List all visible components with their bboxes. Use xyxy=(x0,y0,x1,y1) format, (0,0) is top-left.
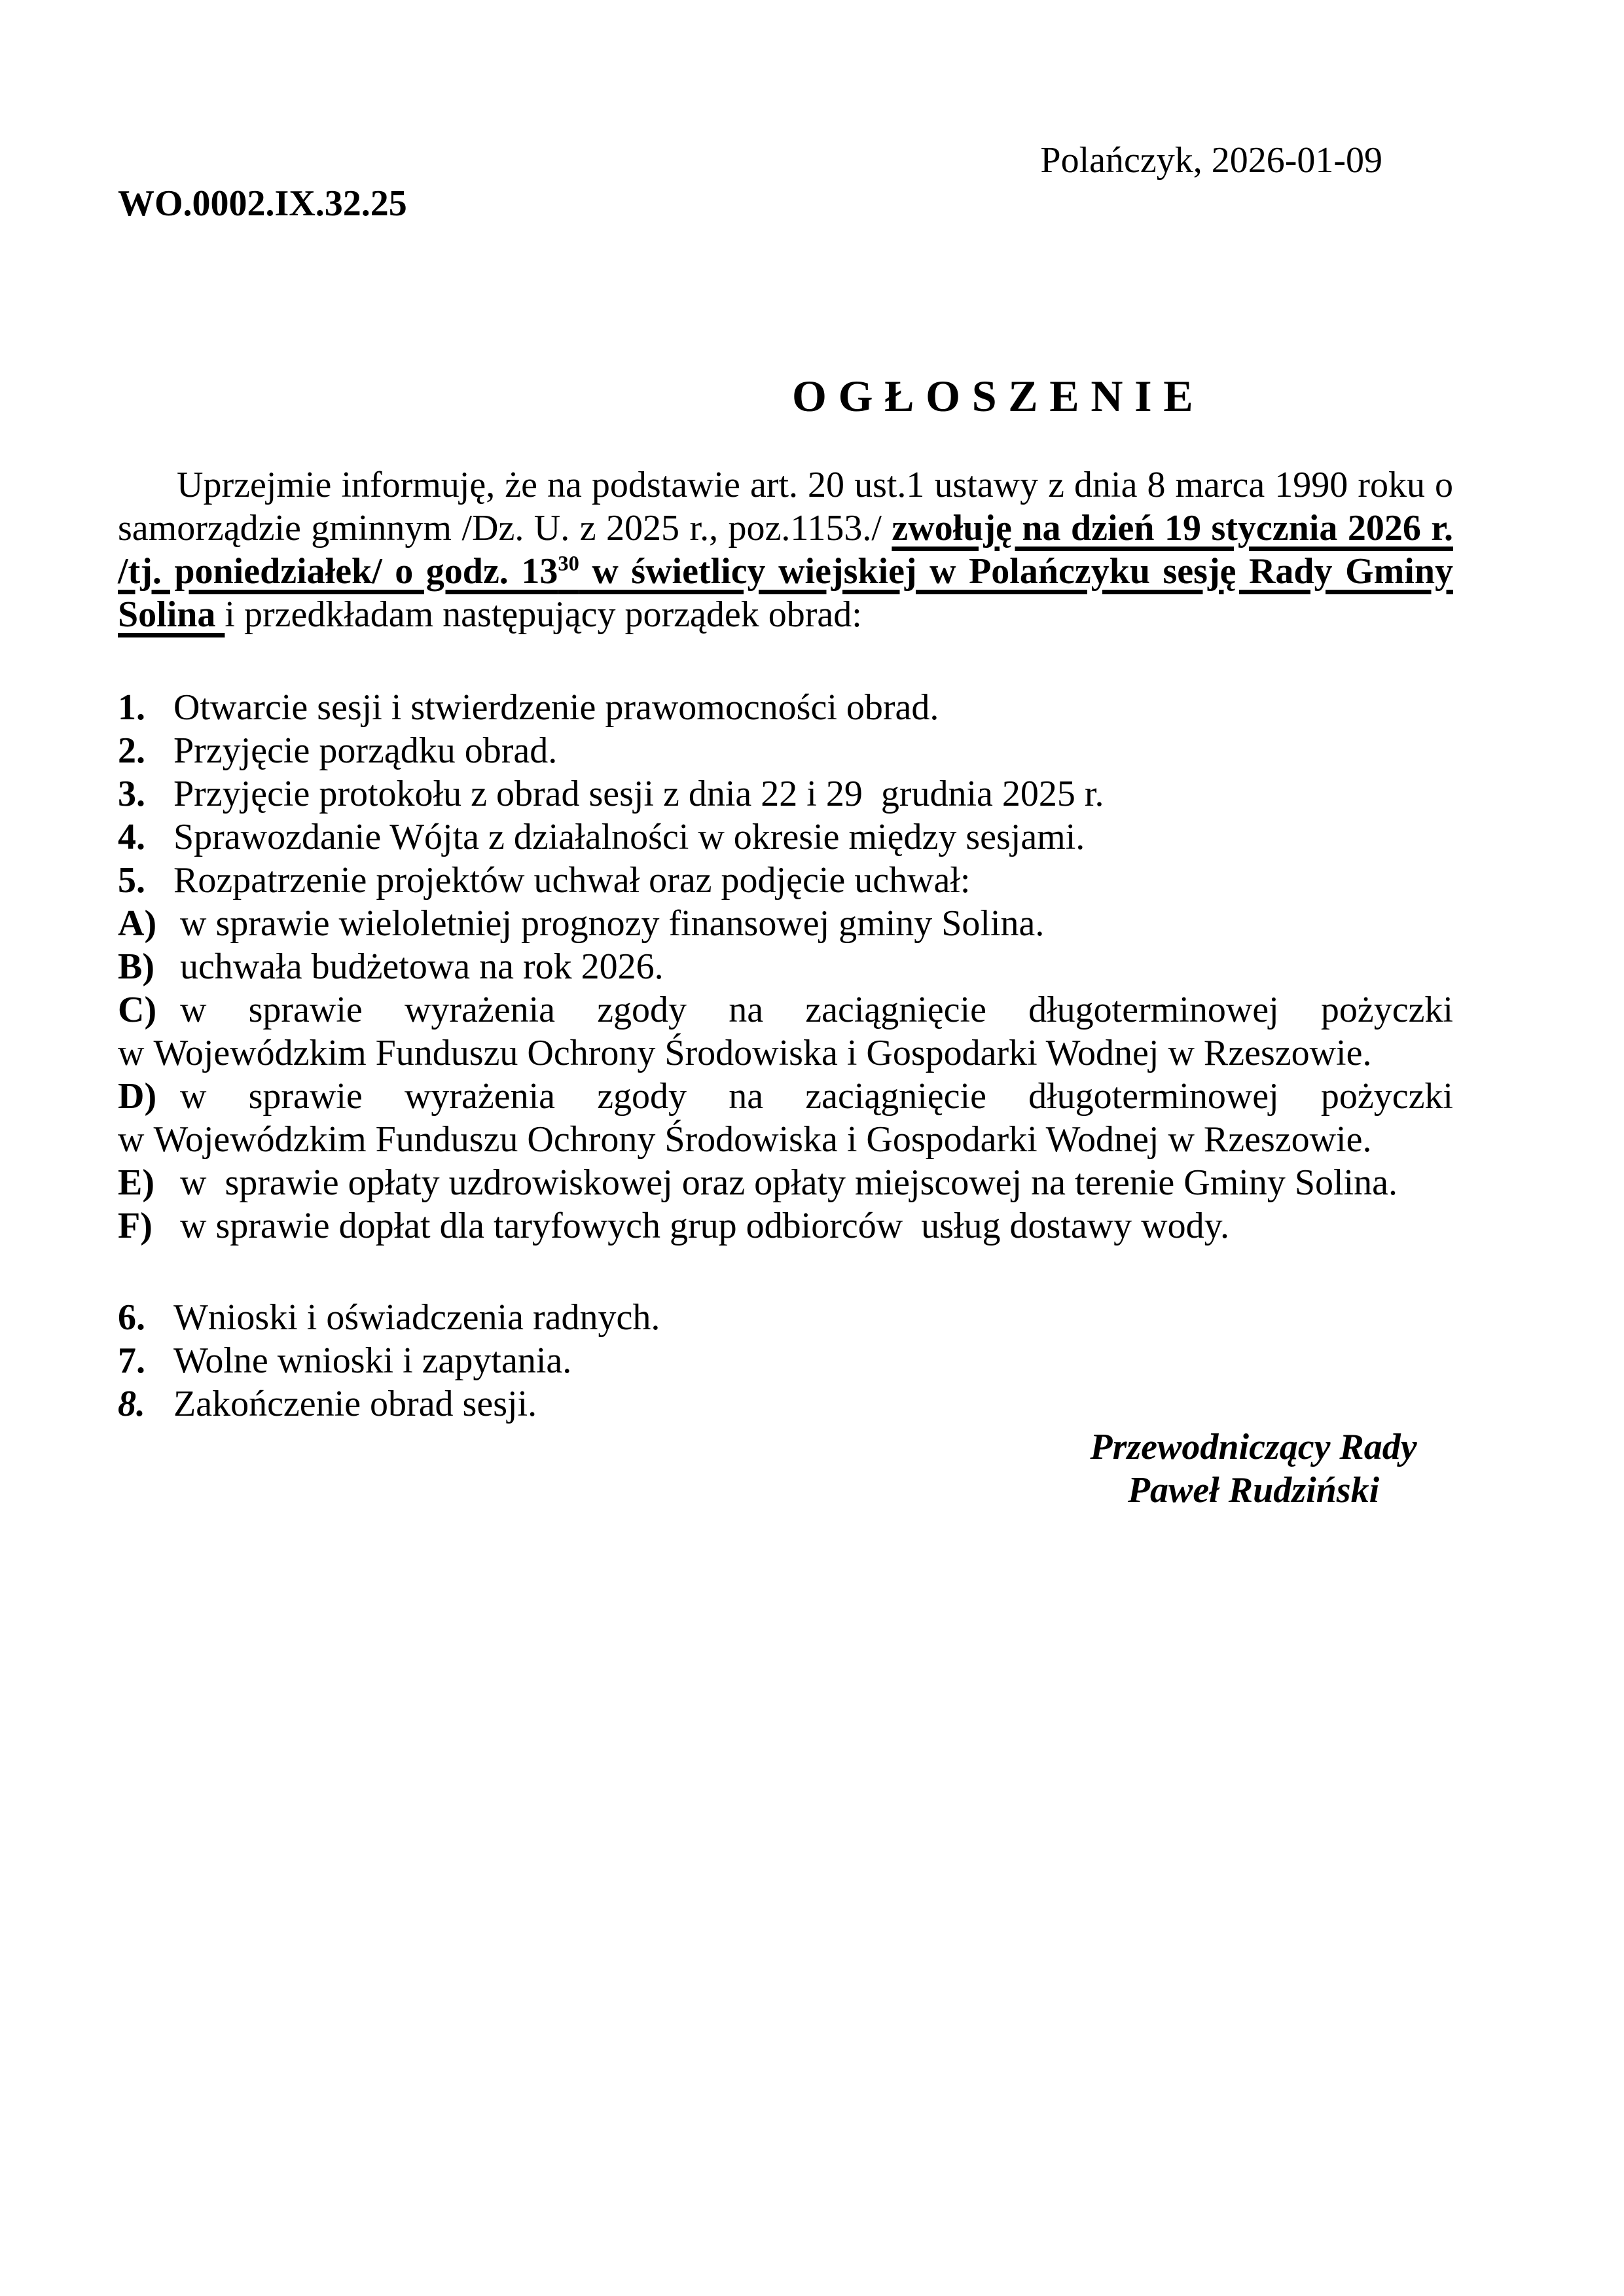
document-content xyxy=(118,0,1453,1512)
item-text: Sprawozdanie Wójta z działalności w okresie między sesjami. xyxy=(173,817,1085,857)
intro-bold-part-2: w świetlicy wiejskiej w Polańczyku sesję Rady Gminy Solina xyxy=(118,551,1453,635)
resolution-item-c xyxy=(118,988,1453,1075)
resolution-item-b xyxy=(118,945,1453,988)
item-text: w sprawie opłaty uzdrowiskowej oraz opłaty miejscowej na terenie Gminy Solina. xyxy=(180,1162,1398,1203)
item-number: 7. xyxy=(118,1340,145,1381)
item-number: 4. xyxy=(118,817,145,857)
agenda-item-3 xyxy=(118,772,1453,816)
item-letter: E) xyxy=(118,1162,154,1203)
item-text: w sprawie dopłat dla taryfowych grup odbiorców usług dostawy wody. xyxy=(180,1206,1229,1246)
item-letter: D) xyxy=(118,1076,157,1117)
signature-block xyxy=(1054,1426,1453,1512)
item-letter: F) xyxy=(118,1206,153,1246)
agenda-item-4 xyxy=(118,816,1453,859)
item-letter: C) xyxy=(118,990,157,1030)
item-text: Przyjęcie protokołu z obrad sesji z dnia 22 i 29 grudnia 2025 r. xyxy=(173,774,1104,814)
place-and-date: Polańczyk, 2026-01-09 xyxy=(1040,140,1382,181)
item-text: Wnioski i oświadczenia radnych. xyxy=(173,1297,660,1338)
item-letter: B) xyxy=(118,946,154,987)
closing-agenda-list xyxy=(118,1296,1453,1426)
item-text: Wolne wnioski i zapytania. xyxy=(173,1340,572,1381)
item-number: 8. xyxy=(118,1384,145,1424)
item-number: 3. xyxy=(118,774,145,814)
item-text: w sprawie wyrażenia zgody na zaciągnięcie długoterminowej pożyczki w Wojewódzkim Funduszu Ochrony Środowiska i Gospodarki Wodnej w Rzeszowie. xyxy=(118,990,1453,1073)
agenda-item-7 xyxy=(118,1339,1453,1382)
item-text: Zakończenie obrad sesji. xyxy=(173,1384,537,1424)
signature-name: Paweł Rudziński xyxy=(1127,1470,1380,1511)
reference-number: WO.0002.IX.32.25 xyxy=(118,183,407,224)
item-text: w sprawie wyrażenia zgody na zaciągnięcie długoterminowej pożyczki w Wojewódzkim Funduszu Ochrony Środowiska i Gospodarki Wodnej w Rzeszowie. xyxy=(118,1076,1453,1160)
resolutions-list xyxy=(118,902,1453,1247)
document-title: OGŁOSZENIE xyxy=(792,371,1205,421)
agenda-list xyxy=(118,686,1453,902)
item-number: 5. xyxy=(118,860,145,901)
item-text: w sprawie wieloletniej prognozy finansowej gminy Solina. xyxy=(180,903,1045,944)
agenda-item-2 xyxy=(118,729,1453,772)
agenda-item-8 xyxy=(118,1382,1453,1426)
item-number: 6. xyxy=(118,1297,145,1338)
intro-text-normal-2: i przedkładam następujący porządek obrad: xyxy=(225,594,862,635)
item-text: uchwała budżetowa na rok 2026. xyxy=(180,946,664,987)
intro-paragraph xyxy=(118,463,1453,636)
resolution-item-f xyxy=(118,1204,1453,1247)
item-text: Rozpatrzenie projektów uchwał oraz podjęcie uchwał: xyxy=(173,860,971,901)
agenda-item-1 xyxy=(118,686,1453,729)
item-text: Przyjęcie porządku obrad. xyxy=(173,730,558,771)
item-number: 1. xyxy=(118,687,145,728)
resolution-item-a xyxy=(118,902,1453,945)
resolution-item-e xyxy=(118,1161,1453,1204)
signature-title: Przewodniczący Rady xyxy=(1090,1427,1417,1467)
hour-superscript: 30 xyxy=(558,552,579,576)
item-text: Otwarcie sesji i stwierdzenie prawomocności obrad. xyxy=(173,687,939,728)
agenda-item-5 xyxy=(118,859,1453,902)
item-number: 2. xyxy=(118,730,145,771)
resolution-item-d xyxy=(118,1075,1453,1161)
item-letter: A) xyxy=(118,903,157,944)
intro-bold-part-1: zwołuję na dzień 19 stycznia 2026 r. /tj. poniedziałek/ o godz. 13 xyxy=(118,508,1454,592)
intro-text-normal-1: Uprzejmie informuję, że na podstawie art. 20 ust.1 ustawy z dnia 8 marca 1990 roku o samorządzie gminnym /Dz. U. z 2025 r., poz.1153./ xyxy=(118,465,1453,548)
agenda-item-6 xyxy=(118,1296,1453,1339)
